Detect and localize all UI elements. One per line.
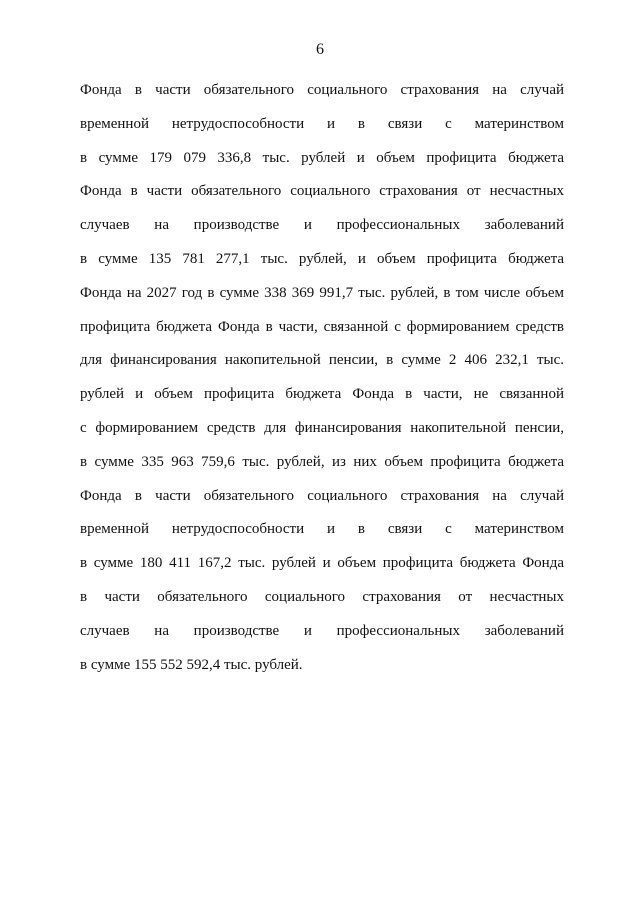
text-line: в сумме 180 411 167,2 тыс. рублей и объем профицита бюджета Фонда (80, 555, 564, 572)
text-line: временной нетрудоспособности и в связи с материнством (80, 115, 564, 132)
text-line: случаев на производстве и профессиональных заболеваний (80, 217, 564, 234)
text-line: в сумме 179 079 336,8 тыс. рублей и объем профицита бюджета (80, 149, 564, 166)
text-line: Фонда в части обязательного социального страхования на случай (80, 487, 564, 504)
text-line: рублей и объем профицита бюджета Фонда в части, не связанной (80, 386, 564, 403)
text-line: с формированием средств для финансирования накопительной пенсии, (80, 419, 564, 436)
text-line: профицита бюджета Фонда в части, связанной с формированием средств (80, 318, 564, 335)
text-line: в сумме 335 963 759,6 тыс. рублей, из них объем профицита бюджета (80, 453, 564, 470)
text-line: Фонда в части обязательного социального страхования на случай (80, 82, 564, 98)
body-paragraph (80, 74, 564, 682)
text-line: Фонда на 2027 год в сумме 338 369 991,7 тыс. рублей, в том числе объем (80, 284, 564, 301)
text-line: для финансирования накопительной пенсии, в сумме 2 406 232,1 тыс. (80, 352, 564, 369)
text-line: в сумме 135 781 277,1 тыс. рублей, и объем профицита бюджета (80, 250, 564, 267)
text-line: в части обязательного социального страхования от несчастных (80, 588, 564, 605)
text-line: случаев на производстве и профессиональных заболеваний (80, 622, 564, 639)
text-line: Фонда в части обязательного социального страхования от несчастных (80, 183, 564, 200)
page-number: 6 (316, 41, 324, 58)
text-line-last: в сумме 155 552 592,4 тыс. рублей. (80, 656, 303, 673)
text-line: временной нетрудоспособности и в связи с материнством (80, 521, 564, 538)
